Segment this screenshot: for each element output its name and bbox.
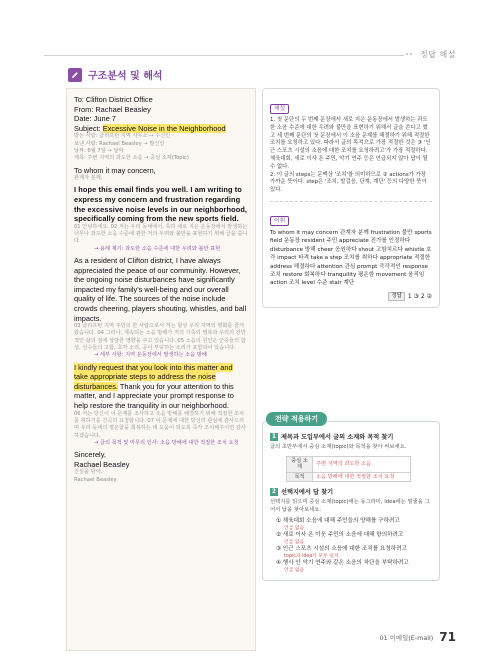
header-rule <box>44 55 404 56</box>
letter-paragraph-1: I hope this email finds you well. I am writing to express my concern and frustration regarding the excessive noise levels in our neighborhood, specifically coming from the new sports field. <box>74 185 248 224</box>
answer-row <box>270 292 432 301</box>
ko-paragraph-1: 01 안녕하세요. 02 저는 우리 동네에서, 특히 새로 지은 운동장에서 발생하는 너무나 과도한 소음 수준에 관한 저의 우려와 불만을 표현하기 위해 글을 씁니다. <box>74 223 248 245</box>
ko-name: Rachael Beasley <box>74 476 117 483</box>
vocab-list: To whom it may concern 관계자 분께 frustration 불만 sports field 운동장 resident 주민 appreciate 진가를 인정하다 disturbance 방해 cheer 응원하다 shout 고함치르다 whistle 호각 impact 타격 take a step 조치를 취하다 appropriate 적절한 address 해결하다 attention 관심 prompt 즉각적인 response 조치 restore 회복하다 tranquility 평온함 movement 움직임 action 조치 level 수준 stair 계단 <box>270 229 432 287</box>
table-row <box>287 456 411 472</box>
letter-paragraph-3 <box>74 363 248 411</box>
letter-from: From: Rachael Beasley <box>74 104 151 114</box>
divider <box>270 201 432 202</box>
explanation-tag: 해설 <box>270 104 289 114</box>
request-highlight: I kindly request that you look into this matter and take appropriate steps to address the noise disturbances. <box>74 362 233 391</box>
table-cell: 주변 지역의 과도한 소음 <box>313 456 411 472</box>
option-note: 언급 없음 <box>284 567 305 573</box>
question-2-text: 선택지에서 답 찾기 <box>281 489 334 497</box>
arrow-note-1: → 용례 제기: 과도한 소음 수준에 대한 우려와 불만 표현 <box>94 245 221 252</box>
letter-name: Rachael Beasley <box>74 459 130 469</box>
table-header: 중심 소재 <box>287 456 313 472</box>
list-item: ② 새로 이사 온 이웃 주민의 소음에 대해 항의하려고 <box>276 532 404 539</box>
letter-box <box>66 88 256 651</box>
letter-to: To: Clifton District Office <box>74 95 153 104</box>
topic-table <box>286 456 411 483</box>
question-1-text: 제목과 도입부에서 글의 소재와 목적 찾기 <box>281 434 394 441</box>
letter-subject <box>74 124 248 134</box>
arrow-note-2: → 세부 사항: 지역 운동장에서 발생하는 소음 방해 <box>94 352 207 359</box>
paragraph-3-rest: Thank you for your attention to this matter, and I appreciate your prompt response to help restore the tranquility in our neighborhood. <box>74 381 234 411</box>
subject-prefix: Subject: <box>74 123 103 133</box>
table-cell: 소음 방해에 대한 적절한 조치 요청 <box>313 472 411 482</box>
letter-closing: Sincerely, <box>74 450 106 460</box>
option-note: 언급 없음 <box>284 539 305 545</box>
letter-paragraph-2: As a resident of Clifton district, I have always appreciated the peace of our community. However, the ongoing noise disturbances have significantly impacted my family's well-being and our overall quality of life. The sources of the noise include crowds cheering, players shouting, whistles, and ball impacts. <box>74 256 247 323</box>
explanation-item-1: 1. 첫 문단의 두 번째 문장에서 새로 지은 운동장에서 발생하는 과도한 소음 수준에 대한 우려와 불만을 표현하기 위해서 글을 쓴다고 했고 세 번째 문단의 첫 문장에서 이 소음 문제를 해결하기 위해 적절한 조치를 요청하고 있다. 따라서 글의 목적으로 가장 적절한 것은 ③ '인근 스포츠 시설의 소음에 대한 조치를 요청하려고'가 가장 적절하다. 체육대회, 새로 이사 온 주민, 악기 연주 등은 언급되지 않아 답이 될 수 없다. <box>270 117 431 170</box>
options-list <box>270 518 432 574</box>
pencil-icon <box>68 68 82 82</box>
option-note: 언급 없음 <box>284 525 305 531</box>
question-2-title <box>270 487 432 496</box>
question-1-number: 1 <box>271 432 277 440</box>
practice-section <box>262 406 440 581</box>
section-title-text: 구조분석 및 해석 <box>88 71 163 82</box>
subject-highlight: Excessive Noise in the Neighborhood <box>102 123 226 133</box>
question-2-number: 2 <box>271 487 277 495</box>
ko-meta-1: 보낸 사람: Rachael Beasley → 발신인 <box>74 140 165 147</box>
answer-tag: 정답 <box>388 292 404 301</box>
footer <box>380 630 456 644</box>
arrow-note-3: → 글의 목적 및 마무리 인사: 소음 방해에 대한 적절한 조치 요청 <box>94 439 239 446</box>
ko-closing: 진심을 담아, <box>74 469 103 476</box>
ko-paragraph-2: 03 클리프턴 지역 주민의 한 사람으로서 저는 항상 우리 지역의 평화를 즐겨왔습니다. 04 그러나, 계속되는 소음 방해가 저의 가족의 행복과 우리의 전반적인 삶의 질에 상당한 영향을 주고 있습니다. 05 소음의 원인은 군중들의 함성, 선수들의 고함, 호각 소리, 공이 부딪히는 소리가 포함되어 있습니다. <box>74 323 246 352</box>
list-item: ③ 인근 스포츠 시설의 소음에 대한 조치를 요청하려고 <box>276 546 407 553</box>
ko-meta-0: 받는 사람: 클리프턴 지역 사무소 → 수신인 <box>74 133 171 140</box>
ko-greeting: 관계자 분께, <box>74 175 103 182</box>
header-dots <box>406 53 414 58</box>
list-item: ④ 행사 안 악기 연주와 같은 소음의 차단을 부탁하려고 <box>276 560 409 567</box>
ko-meta-3: 제목: 주변 지역의 과도한 소음 → 중심 소재(Topic) <box>74 155 189 162</box>
table-row <box>287 472 411 482</box>
practice-box <box>262 421 440 581</box>
letter-greeting: To whom it may concern, <box>74 165 156 175</box>
question-2-desc: 선택지를 읽으며 중심 소재(topic)에는 동그라미, idea에는 밑줄을 그어서 답을 찾아보세요. <box>270 499 430 513</box>
footer-label: 01 이메일(E-mail) <box>379 633 434 642</box>
question-1-title <box>270 432 432 441</box>
option-note: topic과 idea가 모두 일치 <box>284 553 339 559</box>
ko-paragraph-3: 06 저는 당신이 이 문제를 조사하고 소음 방해를 해결하기 위해 적절한 조치를 취하기를 간곡히 요청합니다. 07 이 문제에 대한 당신의 관심에 감사드리며 우리 동네의 평온함을 회복하는 데 도움이 되도록 즉각 조치해주시면 감사하겠습니다. <box>74 410 246 439</box>
page-number: 71 <box>439 630 456 644</box>
explanation-box <box>262 88 440 308</box>
section-title <box>68 67 163 82</box>
explanation-column <box>262 88 440 308</box>
vocab-tag: 어휘 <box>270 216 289 226</box>
table-header: 목적 <box>287 472 313 482</box>
list-item: ① 체육대회 소음에 대해 주민들의 양해를 구하려고 <box>276 518 400 525</box>
header-label: 정답 해설 <box>420 50 456 59</box>
ko-meta-2: 날짜: 6월 7일 → 날짜 <box>74 147 124 154</box>
answer-value: 1 ③ 2 ② <box>407 292 432 300</box>
question-1-desc: 글의 초반부에서 중심 소재(topic)와 목적을 찾아 써보세요. <box>270 444 407 450</box>
practice-head: 전략 적용하기 <box>266 412 327 426</box>
letter-date: Date: June 7 <box>74 114 116 124</box>
explanation-item-2: 2. 이 글의 steps는 문맥상 '조치'를 의미하므로 ② actions가 가장 가까운 뜻이다. step은 '조치, 발걸음, 단계, 계단' 등의 다양한 뜻이 있다. <box>270 171 427 194</box>
